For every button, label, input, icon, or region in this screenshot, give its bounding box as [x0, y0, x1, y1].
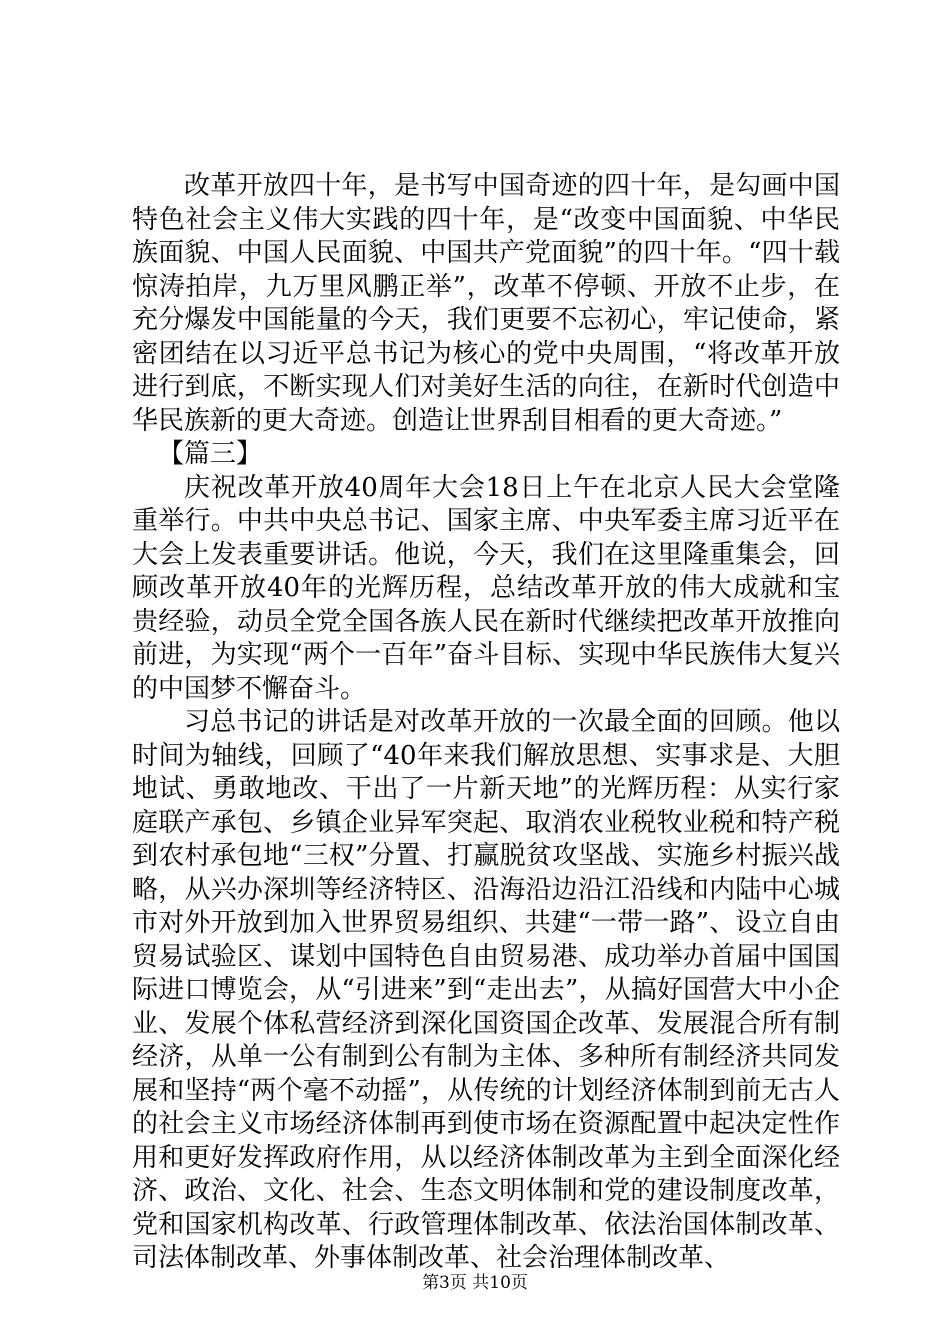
section-heading-part-three: 【篇三】 — [158, 439, 263, 469]
paragraph-celebration-meeting: 庆祝改革开放40周年大会18日上午在北京人民大会堂隆重举行。中共中央总书记、国家主席、中央军委主席习近平在大会上发表重要讲话。他说，今天，我们在这里隆重集会，回顾改革开放40年的光辉历程，总结改革开放的伟大成就和宝贵经验，动员全党全国各族人民在新时代继续把改革开放推向前进，为实现“两个一百年”奋斗目标、实现中华民族伟大复兴的中国梦不懈奋斗。 — [132, 472, 840, 704]
paragraph-reform-forty-years: 改革开放四十年，是书写中国奇迹的四十年，是勾画中国特色社会主义伟大实践的四十年，是“改变中国面貌、中华民族面貌、中国人民面貌、中国共产党面貌”的四十年。“四十载惊涛拍岸，九万里风鹏正举”，改革不停顿、开放不止步，在充分爆发中国能量的今天，我们更要不忘初心，牢记使命，紧密团结在以习近平总书记为核心的党中央周围，“将改革开放进行到底，不断实现人们对美好生活的向往，在新时代创造中华民族新的更大奇迹。创造让世界刮目相看的更大奇迹。” — [132, 171, 840, 436]
page-number-label: 第3页 共10页 — [422, 1273, 528, 1293]
document-body — [132, 170, 840, 1276]
page-footer — [0, 1272, 950, 1294]
paragraph-speech-review: 习总书记的讲话是对改革开放的一次最全面的回顾。他以时间为轴线，回顾了“40年来我们解放思想、实事求是、大胆地试、勇敢地改、干出了一片新天地”的光辉历程：从实行家庭联产承包、乡镇企业异军突起、取消农业税牧业税和特产税到农村承包地“三权”分置、打赢脱贫攻坚战、实施乡村振兴战略，从兴办深圳等经济特区、沿海沿边沿江沿线和内陆中心城市对外开放到加入世界贸易组织、共建“一带一路”、设立自由贸易试验区、谋划中国特色自由贸易港、成功举办首届中国国际进口博览会，从“引进来”到“走出去”，从搞好国营大中小企业、发展个体私营经济到深化国资国企改革、发展混合所有制经济，从单一公有制到公有制为主体、多种所有制经济共同发展和坚持“两个毫不动摇”，从传统的计划经济体制到前无古人的社会主义市场经济体制再到使市场在资源配置中起决定性作用和更好发挥政府作用，从以经济体制改革为主到全面深化经济、政治、文化、社会、生态文明体制和党的建设制度改革，党和国家机构改革、行政管理体制改革、依法治国体制改革、司法体制改革、外事体制改革、社会治理体制改革、 — [132, 707, 840, 1273]
